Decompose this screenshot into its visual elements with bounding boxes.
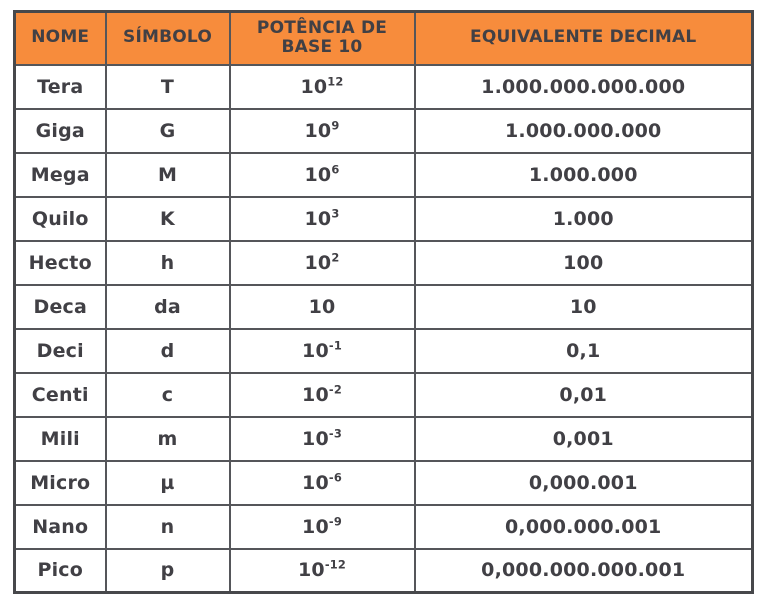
power-base: 10 [308,295,336,318]
decimal-cell: 1.000.000.000.000 [415,65,753,109]
power-base: 10 [302,515,329,538]
power-base: 10 [302,383,329,406]
decimal-cell: 0,001 [415,417,753,461]
simbolo-cell: m [106,417,230,461]
potencia-cell [230,65,415,109]
decimal-cell: 100 [415,241,753,285]
nome-cell: Hecto [15,241,106,285]
potencia-cell [230,329,415,373]
nome-cell: Nano [15,505,106,549]
simbolo-cell: n [106,505,230,549]
table-row [15,285,753,329]
header-row [15,12,753,65]
metric-prefix-table [13,10,754,594]
power-exponent: -12 [324,557,347,572]
nome-cell: Micro [15,461,106,505]
power-exponent: 3 [331,206,340,221]
power-base: 10 [304,251,332,274]
simbolo-cell: p [106,549,230,593]
table-header [15,12,753,65]
table-row [15,461,753,505]
decimal-cell: 0,000.001 [415,461,753,505]
potencia-cell [230,549,415,593]
table-row [15,549,753,593]
power-base: 10 [304,207,332,230]
power-base: 10 [302,427,329,450]
potencia-cell [230,241,415,285]
nome-cell: Deca [15,285,106,329]
potencia-cell [230,417,415,461]
power-base: 10 [297,559,325,582]
nome-cell: Quilo [15,197,106,241]
power-exponent: 12 [327,74,344,89]
simbolo-cell: T [106,65,230,109]
header-simbolo: SÍMBOLO [106,12,230,65]
table-row [15,505,753,549]
decimal-cell: 1.000 [415,197,753,241]
table-row [15,197,753,241]
power-base: 10 [302,339,329,362]
decimal-cell: 0,01 [415,373,753,417]
metric-prefix-table-container [13,10,754,594]
header-equivalente: EQUIVALENTE DECIMAL [415,12,753,65]
decimal-cell: 10 [415,285,753,329]
power-exponent: -2 [328,382,342,397]
table-row [15,65,753,109]
power-exponent: -1 [328,338,342,353]
nome-cell: Pico [15,549,106,593]
simbolo-cell: K [106,197,230,241]
decimal-cell: 0,000.000.000.001 [415,549,753,593]
simbolo-cell: M [106,153,230,197]
power-exponent: 9 [331,118,340,133]
potencia-cell [230,153,415,197]
simbolo-cell: G [106,109,230,153]
decimal-cell: 0,000.000.001 [415,505,753,549]
table-row [15,329,753,373]
power-base: 10 [302,471,329,494]
simbolo-cell: h [106,241,230,285]
potencia-cell [230,197,415,241]
power-base: 10 [304,119,332,142]
nome-cell: Mega [15,153,106,197]
simbolo-cell: d [106,329,230,373]
power-exponent: -9 [328,514,342,529]
simbolo-cell: c [106,373,230,417]
table-row [15,109,753,153]
power-exponent: 2 [331,250,340,265]
decimal-cell: 1.000.000 [415,153,753,197]
power-exponent: 6 [331,162,340,177]
potencia-cell [230,373,415,417]
power-base: 10 [304,163,332,186]
decimal-cell: 1.000.000.000 [415,109,753,153]
power-exponent: -3 [328,426,342,441]
simbolo-cell: µ [106,461,230,505]
header-nome: NOME [15,12,106,65]
nome-cell: Tera [15,65,106,109]
simbolo-cell: da [106,285,230,329]
potencia-cell [230,109,415,153]
potencia-cell [230,285,415,329]
nome-cell: Centi [15,373,106,417]
nome-cell: Mili [15,417,106,461]
potencia-cell [230,461,415,505]
table-row [15,241,753,285]
nome-cell: Deci [15,329,106,373]
table-body [15,65,753,593]
power-base: 10 [300,75,328,98]
decimal-cell: 0,1 [415,329,753,373]
table-row [15,417,753,461]
power-exponent: -6 [328,470,342,485]
potencia-cell [230,505,415,549]
nome-cell: Giga [15,109,106,153]
table-row [15,153,753,197]
header-potencia: POTÊNCIA DE BASE 10 [230,12,415,65]
table-row [15,373,753,417]
